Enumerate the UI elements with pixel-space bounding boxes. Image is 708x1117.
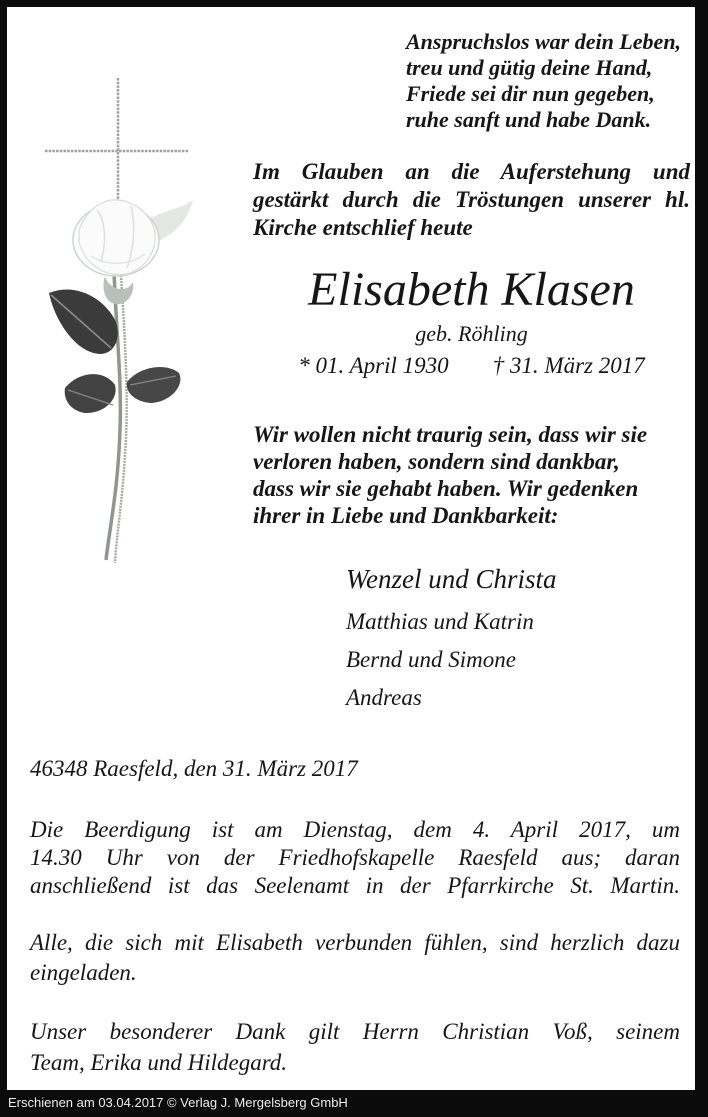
birth-date: * 01. April 1930	[298, 353, 449, 378]
funeral-line: anschließend ist das Seelenamt in der Pfarrkirche St. Martin.	[30, 873, 680, 898]
funeral-paragraph	[30, 816, 680, 900]
publisher-footer-text: Erschienen am 03.04.2017 © Verlag J. Mergelsberg GmbH	[8, 1095, 348, 1110]
poem-line: ruhe sanft und habe Dank.	[406, 107, 652, 132]
funeral-line: Die Beerdigung ist am Dienstag, dem 4. April 2017, um	[30, 817, 680, 842]
mourners-list	[346, 563, 690, 717]
intro-line: gestärkt durch die Tröstungen unserer hl.	[253, 187, 690, 212]
intro-line: Im Glauben an die Auferstehung und	[253, 159, 690, 184]
thanks-line: Team, Erika und Hildegard.	[30, 1050, 288, 1075]
thanks-paragraph	[30, 1016, 680, 1078]
poem-line: treu und gütig deine Hand,	[406, 55, 653, 80]
poem-line: Anspruchslos war dein Leben,	[406, 29, 682, 54]
cross-icon	[45, 78, 189, 218]
intro-paragraph	[253, 158, 690, 242]
deceased-name: Elisabeth Klasen	[308, 263, 635, 316]
invitation-paragraph	[30, 928, 680, 988]
obituary-sheet	[7, 7, 695, 1090]
tribute-line: ihrer in Liebe und Dankbarkeit:	[253, 503, 559, 528]
funeral-line: 14.30 Uhr von der Friedhofskapelle Raesfeld aus; daran	[30, 845, 680, 870]
white-rose	[73, 200, 193, 305]
mourner-name: Matthias und Katrin	[346, 609, 534, 634]
rose-cross-artwork	[35, 70, 199, 570]
invitation-line: Alle, die sich mit Elisabeth verbunden fühlen, sind herzlich dazu	[30, 930, 680, 955]
deceased-block	[253, 262, 690, 380]
mourner-name: Bernd und Simone	[346, 647, 516, 672]
maiden-name: geb. Röhling	[415, 321, 528, 346]
tribute-line: dass wir sie gehabt haben. Wir gedenken	[253, 476, 639, 501]
tribute-paragraph	[253, 421, 690, 529]
publisher-footer	[0, 1090, 708, 1117]
tribute-line: Wir wollen nicht traurig sein, dass wir sie	[253, 422, 648, 447]
poem-line: Friede sei dir nun gegeben,	[406, 81, 655, 106]
poem	[406, 29, 698, 133]
place-date-line: 46348 Raesfeld, den 31. März 2017	[30, 756, 358, 781]
thanks-line: Unser besonderer Dank gilt Herrn Christian Voß, seinem	[30, 1019, 680, 1044]
mourner-name: Andreas	[346, 685, 422, 710]
invitation-line: eingeladen.	[30, 960, 137, 985]
tribute-line: verloren haben, sondern sind dankbar,	[253, 449, 620, 474]
death-date: † 31. März 2017	[492, 353, 645, 378]
mourner-name: Wenzel und Christa	[346, 564, 557, 594]
life-dates	[253, 352, 690, 380]
intro-line: Kirche entschlief heute	[253, 215, 473, 240]
